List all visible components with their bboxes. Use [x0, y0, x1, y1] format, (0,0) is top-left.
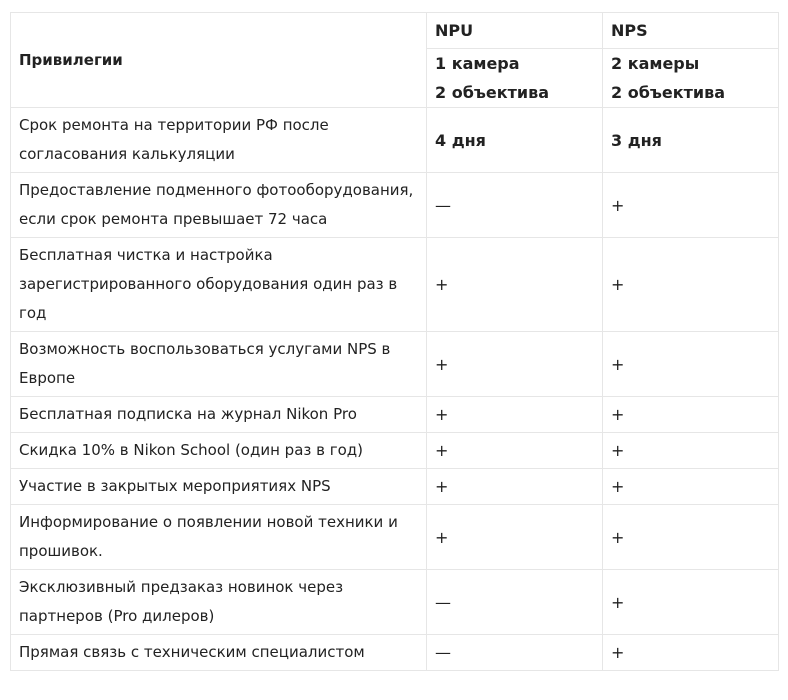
npu-equipment-lenses: 2 объектива [435, 83, 550, 102]
nps-value: + [603, 505, 779, 570]
npu-equipment-cameras: 1 камера [435, 54, 520, 73]
nps-value: + [603, 433, 779, 469]
nps-value: + [603, 238, 779, 332]
npu-value: + [427, 397, 603, 433]
npu-value: 4 дня [427, 108, 603, 173]
header-row [11, 13, 779, 49]
nps-value: 3 дня [603, 108, 779, 173]
privilege-label: Прямая связь с техническим специалистом [11, 635, 427, 671]
npu-value: + [427, 238, 603, 332]
privilege-label: Предоставление подменного фотооборудования, если срок ремонта превышает 72 часа [11, 173, 427, 238]
privilege-label: Скидка 10% в Nikon School (один раз в год) [11, 433, 427, 469]
nps-value: + [603, 332, 779, 397]
npu-value: — [427, 570, 603, 635]
privilege-label: Бесплатная чистка и настройка зарегистрированного оборудования один раз в год [11, 238, 427, 332]
table-row [11, 433, 779, 469]
table-row [11, 173, 779, 238]
privilege-label: Срок ремонта на территории РФ после согласования калькуляции [11, 108, 427, 173]
privilege-label: Участие в закрытых мероприятиях NPS [11, 469, 427, 505]
privileges-header: Привилегии [11, 13, 427, 108]
table-row [11, 469, 779, 505]
table-row [11, 108, 779, 173]
npu-value: + [427, 505, 603, 570]
nps-header: NPS [603, 13, 779, 49]
nps-value: + [603, 635, 779, 671]
table-row [11, 332, 779, 397]
npu-header: NPU [427, 13, 603, 49]
table-row [11, 635, 779, 671]
nps-value: + [603, 469, 779, 505]
privileges-table [10, 12, 779, 671]
privilege-label: Бесплатная подписка на журнал Nikon Pro [11, 397, 427, 433]
npu-value: + [427, 469, 603, 505]
nps-equipment-lenses: 2 объектива [611, 83, 726, 102]
nps-equipment [603, 49, 779, 108]
nps-value: + [603, 173, 779, 238]
nps-value: + [603, 570, 779, 635]
table-row [11, 397, 779, 433]
npu-value: + [427, 433, 603, 469]
nps-equipment-cameras: 2 камеры [611, 54, 700, 73]
table-row [11, 505, 779, 570]
npu-value: — [427, 635, 603, 671]
privilege-label: Возможность воспользоваться услугами NPS в Европе [11, 332, 427, 397]
npu-value: — [427, 173, 603, 238]
npu-equipment [427, 49, 603, 108]
privilege-label: Информирование о появлении новой техники и прошивок. [11, 505, 427, 570]
npu-value: + [427, 332, 603, 397]
table-row [11, 238, 779, 332]
privileges-table-container [10, 12, 778, 671]
nps-value: + [603, 397, 779, 433]
table-row [11, 570, 779, 635]
privilege-label: Эксклюзивный предзаказ новинок через партнеров (Pro дилеров) [11, 570, 427, 635]
